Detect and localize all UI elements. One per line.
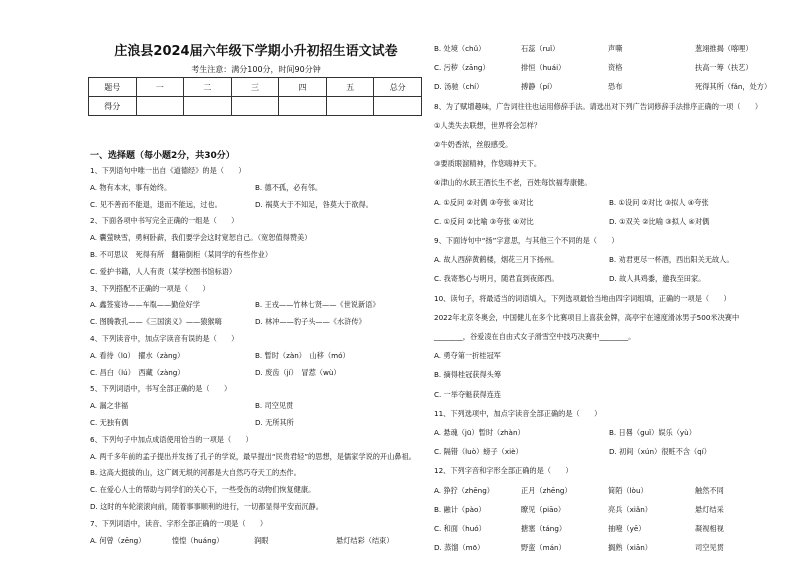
question-text: 瞭见（piāo） xyxy=(521,504,566,514)
question-text: C. 见不善而不能退，退而不能远，过也。 xyxy=(90,199,222,209)
question-line xyxy=(434,140,512,150)
question-line xyxy=(434,63,782,73)
question-text: 5、下列词语中，书写全部正确的是（ ） xyxy=(90,384,232,394)
question-line xyxy=(434,178,591,188)
question-text: 搁熟（xiān） xyxy=(608,543,652,553)
question-text: 触然不同 xyxy=(695,485,724,495)
question-text: ③要质眼溜精神，作您嗨神天下。 xyxy=(434,159,542,169)
question-text: C. 污秽（zāng） xyxy=(434,63,490,73)
question-text: A. ①反问 ②对偶 ③夸张 ④对比 xyxy=(434,197,534,207)
question-text: 凝视相视 xyxy=(695,524,724,533)
question-text: D. 初间（xún）很赃不含（qí） xyxy=(609,447,711,457)
question-line xyxy=(434,236,619,246)
score-cell[interactable] xyxy=(279,97,327,116)
question-text: 3、下列搭配不正确的一项是（ ） xyxy=(90,283,210,293)
question-text: A. 鑫签宴诗——车胤——勤俭好学 xyxy=(90,300,200,310)
question-text: 恐布 xyxy=(608,82,623,92)
question-text: B. 融计（pào） xyxy=(434,504,486,514)
question-line xyxy=(434,82,782,92)
score-cell[interactable] xyxy=(326,97,374,116)
question-line xyxy=(90,233,311,243)
question-text: A. 漏之非福 xyxy=(90,401,129,411)
question-text: D. 林冲——豹子头——《水浒传》 xyxy=(255,317,366,327)
score-header-cell: 三 xyxy=(231,78,279,97)
question-text: B. 不可思议 死得有所 翻箱倒柜（某同学的有些作业） xyxy=(90,250,273,259)
question-text: A. 何曾（zēng） xyxy=(90,535,146,545)
question-text: 搏静（pí） xyxy=(521,82,557,92)
question-text: D. 废齿（jí） 冒惹（wù） xyxy=(255,367,341,377)
question-line xyxy=(90,418,420,428)
question-text: C. 在爱心人士的帮助与同学们的关心下，一些受伤的动物们恢复健康。 xyxy=(90,485,316,495)
question-text: 野蛮（mán） xyxy=(521,543,566,553)
question-text: 润眼 xyxy=(254,535,269,545)
question-line xyxy=(434,217,784,227)
score-header-cell: 一 xyxy=(136,78,184,97)
right-column xyxy=(432,0,788,562)
question-line xyxy=(434,198,784,208)
question-text: 9、下面诗句中“扬”字意思，与其他三个不同的是（ ） xyxy=(434,236,619,245)
question-text: 11、下列选项中，加点字读音全部正确的是（ ） xyxy=(434,408,602,418)
question-text: 8、为了赋增趣味，广告词往往也运用修辞手法。请选出对下列广告词修辞手法排序正确的一项（ ） xyxy=(434,101,763,111)
question-text: B. 日晷（guǐ）娱乐（yù） xyxy=(609,428,696,437)
question-text: B. 德不孤，必有邻。 xyxy=(255,182,323,192)
question-text: 亮兵（xiǎn） xyxy=(608,504,652,514)
section-title: 一、选择题（每小题2分，共30分） xyxy=(90,151,235,161)
question-text: A. 狰狞（zhēng） xyxy=(434,485,494,495)
question-text: 7、下列词语中，读音、字形全部正确的一项是（ ） xyxy=(90,518,268,528)
score-header-cell: 四 xyxy=(279,78,327,97)
question-line xyxy=(90,502,323,512)
question-text: C. 和面（huó） xyxy=(434,524,486,533)
question-line xyxy=(90,317,420,327)
score-cell[interactable] xyxy=(374,97,422,116)
question-text: ②牛奶香浓，丝般感受。 xyxy=(434,140,513,149)
question-text: A. 物有本末，事有始终。 xyxy=(90,182,172,192)
question-text: B. 暂时（zàn） 山移（mó） xyxy=(255,350,350,360)
question-text: ①人类失去联想，世界将会怎样？ xyxy=(434,120,542,130)
question-text: D. 无所其所 xyxy=(255,418,294,427)
question-line xyxy=(90,267,236,277)
question-text: B. 处境（chǔ） xyxy=(434,44,486,53)
question-line xyxy=(90,300,420,310)
question-line xyxy=(434,313,739,323)
score-cell[interactable] xyxy=(136,97,184,116)
question-text: 抽噎（yē） xyxy=(608,524,646,533)
question-text: D. 汤驰（chí） xyxy=(434,82,484,92)
question-text: B. ①设问 ②对比 ③拟人 ④夸张 xyxy=(609,197,709,207)
question-text: B. 摘得桂冠获得头筹 xyxy=(434,370,502,380)
question-line xyxy=(434,121,541,131)
question-line xyxy=(434,102,762,112)
question-line xyxy=(434,332,635,342)
question-text: 悬灯结彩（结束） xyxy=(336,535,394,545)
score-cell[interactable] xyxy=(184,97,232,116)
question-line xyxy=(434,159,541,169)
question-line xyxy=(90,250,272,260)
question-line xyxy=(90,200,420,210)
question-text: A. 两千多年前的孟子提出并发扬了孔子的学说，最早提出“民贵君轻”的思想，是儒家学说的开山鼻祖。 xyxy=(90,451,416,461)
question-line xyxy=(434,370,501,380)
question-line xyxy=(90,216,238,226)
question-text: 声嘶 xyxy=(608,44,623,53)
score-header-cell: 题号 xyxy=(89,78,137,97)
question-line xyxy=(434,428,784,438)
score-header-cell: 五 xyxy=(326,78,374,97)
question-text: C. 爱护书籍，人人有责（某学校图书馆标语） xyxy=(90,266,237,276)
score-header-row xyxy=(89,78,422,97)
question-line xyxy=(434,255,784,265)
question-line xyxy=(434,351,501,361)
question-text: 4、下列读音中，加点字读音有误的是（ ） xyxy=(90,334,239,343)
question-line xyxy=(90,452,416,462)
question-text: 资格 xyxy=(608,63,623,73)
question-text: 死得其所（fǎn，处方） xyxy=(695,82,772,92)
question-text: C. ①反问 ②比喻 ③夸张 ④对比 xyxy=(434,216,534,226)
score-header-cell: 二 xyxy=(184,78,232,97)
question-text: 石蕊（ruǐ） xyxy=(521,44,560,53)
question-line xyxy=(90,368,420,378)
question-text: A. 勇夺第一折桂冠军 xyxy=(434,351,501,361)
question-text: 6、下列句子中加点成语使用恰当的一项是（ ） xyxy=(90,434,253,444)
question-text: 排恒（huái） xyxy=(521,63,566,73)
question-line xyxy=(90,485,315,495)
question-text: 1、下列语句中唯一出自《道德经》的是（ ） xyxy=(90,166,246,175)
question-line xyxy=(90,183,420,193)
question-text: A. 看待（lū） 擢水（zàng） xyxy=(90,350,185,360)
question-text: 2022年北京冬奥会，中国健儿在多个比赛项目上喜获金牌，高亭宇在速度滑冰男子500米决赛中 xyxy=(434,312,740,322)
question-line xyxy=(90,519,267,529)
question-text: A. 故人西辞黄鹤楼，烟花三月下扬州。 xyxy=(434,255,559,265)
question-line xyxy=(90,401,420,411)
score-row-label: 得分 xyxy=(89,97,137,116)
question-text: 悬灯结采 xyxy=(695,504,724,514)
question-text: ④津山的水跃王酒长生不老，百姓每饮福寿康健。 xyxy=(434,178,592,188)
left-column xyxy=(88,0,424,562)
question-text: C. 无独有偶 xyxy=(90,418,129,427)
question-text: C. 隔错（luò）螃子（xiè） xyxy=(434,447,523,457)
question-text: B. 这高大挺拔的山，这广阔无垠的河都是大自然巧夺天工的杰作。 xyxy=(90,468,301,478)
score-table xyxy=(88,77,422,116)
question-line xyxy=(434,409,601,419)
question-text: C. 一举夺魁获得连连 xyxy=(434,389,502,399)
question-text: 葱翊推揭（喀哩） xyxy=(695,44,753,53)
question-text: B. 司空见贯 xyxy=(255,401,294,411)
question-line xyxy=(90,468,301,478)
question-text: A. 囊萤映雪，勇柯卧薪，我们要学会这时宽恕自己。（宽恕值得赞美） xyxy=(90,233,312,243)
question-text: C. 图腾教孔——《三国演义》——猿猴嗨 xyxy=(90,317,222,327)
question-line xyxy=(90,536,418,546)
question-text: D. 故人具鸡黍，邀我至田家。 xyxy=(609,274,706,284)
question-line xyxy=(434,505,782,515)
question-text: C. 昌白（lú） 西藏（zàng） xyxy=(90,367,185,377)
question-text: 扶高一筹（扶艺） xyxy=(695,63,753,73)
question-text: B. 王戎——竹林七贤——《世说新语》 xyxy=(255,300,380,310)
question-text: A. 悬魂（jū）暂时（zhàn） xyxy=(434,428,525,437)
question-line xyxy=(90,334,238,344)
question-line xyxy=(434,294,731,304)
question-line xyxy=(434,390,501,400)
question-text: 简陌（lòu） xyxy=(608,485,648,495)
score-value-row xyxy=(89,97,422,116)
question-line xyxy=(90,435,253,445)
question-text: D. 祸莫大于不知足，咎莫大于欲得。 xyxy=(255,199,373,209)
question-text: 司空见贯 xyxy=(695,543,724,553)
question-text: ________，谷爱凌在自由式女子滑雪空中技巧决赛中________。 xyxy=(434,332,636,341)
question-text: D. ①双关 ②比喻 ③拟人 ④对偶 xyxy=(609,216,710,226)
question-line xyxy=(90,166,246,176)
question-text: 2、下面各项中书写完全正确的一组是（ ） xyxy=(90,216,239,226)
question-text: D. 蒸馏（mō） xyxy=(434,543,485,553)
question-line xyxy=(434,466,573,476)
question-text: 10、读句子，将最适当的词语填入，下列选项最恰当地由四字词组填，正确的一项是（ ） xyxy=(434,293,731,303)
score-cell[interactable] xyxy=(231,97,279,116)
question-text: 搪塞（táng） xyxy=(521,524,567,533)
question-text: 正月（zhēng） xyxy=(521,485,572,495)
question-line xyxy=(90,284,210,294)
question-line xyxy=(434,44,782,54)
question-text: D. 这时的车轮滚滚向前，随着事事顺利的进行，一切都显得平安而沉静。 xyxy=(90,502,323,511)
question-line xyxy=(434,486,782,496)
question-line xyxy=(90,384,231,394)
score-header-cell: 总分 xyxy=(374,78,422,97)
question-text: 惶惶（huáng） xyxy=(172,535,224,545)
question-text: 12、下列字音和字形全部正确的是（ ） xyxy=(434,466,573,476)
question-line xyxy=(434,274,784,284)
exam-title: 庄浪县2024届六年级下学期小升初招生语文试卷 xyxy=(114,44,398,59)
question-line xyxy=(434,524,782,534)
question-text: C. 我寄愁心与明月，随君直到夜郎西。 xyxy=(434,274,559,284)
exam-notice: 考生注意：满分100分，时间90分钟 xyxy=(191,65,321,74)
question-line xyxy=(434,447,784,457)
question-line xyxy=(434,543,782,553)
question-text: B. 劝君更尽一杯酒，西出阳关无故人。 xyxy=(609,255,734,265)
question-line xyxy=(90,351,420,361)
